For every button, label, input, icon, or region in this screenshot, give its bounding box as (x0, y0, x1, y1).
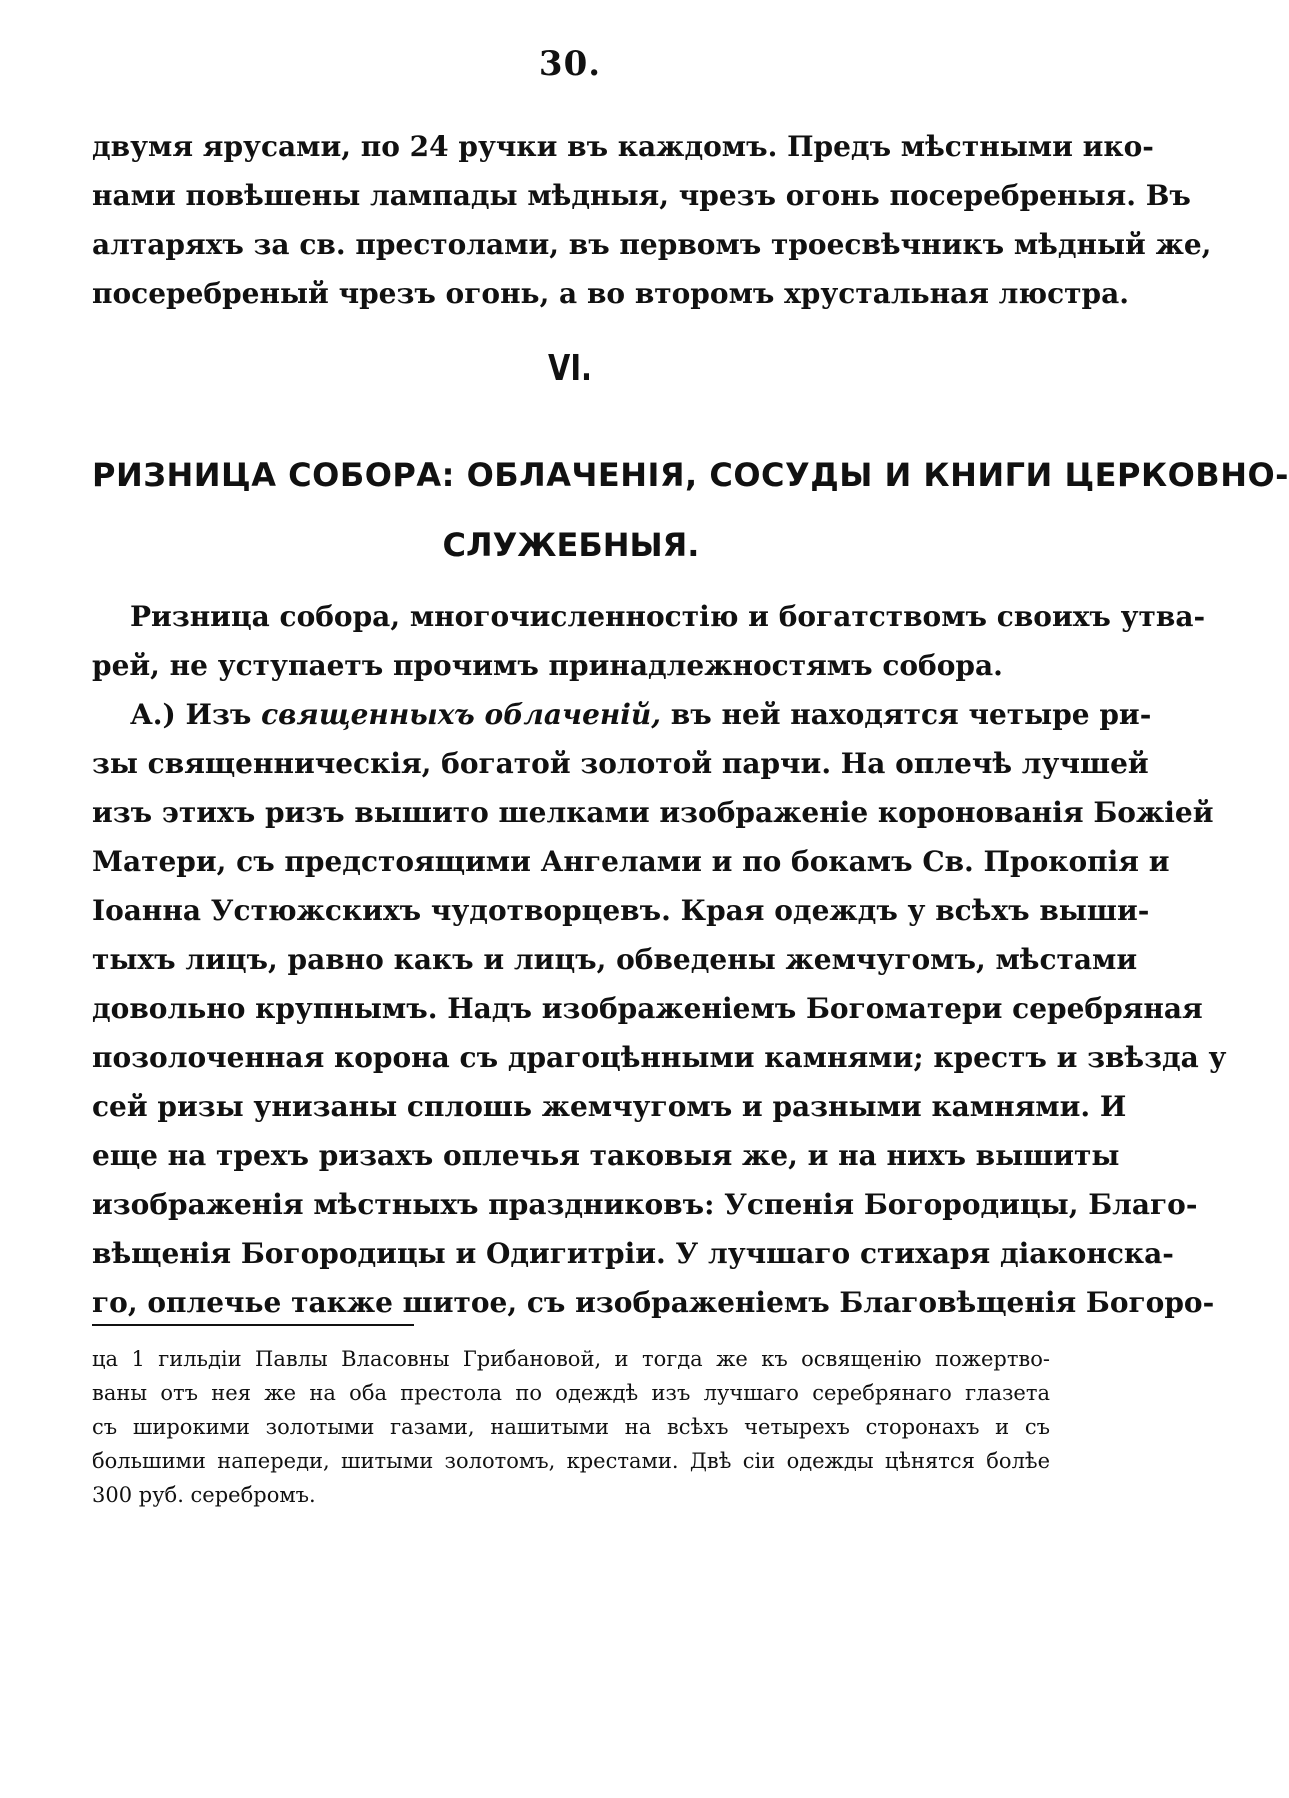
text-line: вѣщенія Богородицы и Одигитріи. У лучшаго стихаря діаконска- (92, 1237, 1174, 1270)
text-line: Іоанна Устюжскихъ чудотворцевъ. Края одеждъ у всѣхъ выши- (92, 894, 1150, 927)
text-line: изображенія мѣстныхъ праздниковъ: Успенія Богородицы, Благо- (92, 1188, 1198, 1221)
text-line: зы священническія, богатой золотой парчи. На оплечѣ лучшей (92, 747, 1149, 780)
text-line: Матери, съ предстоящими Ангелами и по бокамъ Св. Прокопія и (92, 845, 1170, 878)
section-number: VI. (548, 348, 592, 389)
text-line: тыхъ лицъ, равно какъ и лицъ, обведены жемчугомъ, мѣстами (92, 943, 1138, 976)
footnote-line: большими напереди, шитыми золотомъ, крестами. Двѣ сіи одежды цѣнятся болѣе (92, 1449, 1050, 1473)
section-heading (92, 440, 1289, 580)
text-line: го, оплечье также шитое, съ изображеніемъ Благовѣщенія Богоро- (92, 1286, 1215, 1319)
paragraph-sacristy-intro (92, 592, 1206, 690)
text-line (92, 690, 1152, 739)
text-line: нами повѣшены лампады мѣдныя, чрезъ огонь посеребреныя. Въ (92, 179, 1191, 212)
text-run: А.) Изъ (130, 698, 262, 731)
text-line: сей ризы унизаны сплошь жемчугомъ и разными камнями. И (92, 1090, 1127, 1123)
text-line: Ризница собора, многочисленностію и богатствомъ своихъ утва- (130, 600, 1206, 633)
section-heading-line: РИЗНИЦА СОБОРА: ОБЛАЧЕНІЯ, СОСУДЫ И КНИГИ ЦЕРКОВНО- (92, 456, 1289, 494)
emphasis-text: священныхъ облаченій, (261, 698, 662, 731)
text-line: еще на трехъ ризахъ оплечья таковыя же, и на нихъ вышиты (92, 1139, 1120, 1172)
footnote (92, 1342, 1050, 1512)
text-line: позолоченная корона съ драгоцѣнными камнями; крестъ и звѣзда у (92, 1041, 1227, 1074)
paragraph-vestments (92, 690, 1227, 1327)
text-line: изъ этихъ ризъ вышито шелками изображеніе коронованія Божіей (92, 796, 1214, 829)
section-heading-line: СЛУЖЕБНЫЯ. (442, 526, 700, 564)
text-line: рей, не уступаетъ прочимъ принадлежностямъ собора. (92, 649, 1003, 682)
footnote-line: ваны отъ нея же на оба престола по одеждѣ изъ лучшаго серебрянаго глазета (92, 1381, 1050, 1405)
footnote-divider (92, 1324, 414, 1326)
footnote-line: 300 руб. серебромъ. (92, 1483, 316, 1507)
text-line: довольно крупнымъ. Надъ изображеніемъ Богоматери серебряная (92, 992, 1203, 1025)
paragraph-lighting (92, 122, 1212, 318)
footnote-line: съ широкими золотыми газами, нашитыми на всѣхъ четырехъ сторонахъ и съ (92, 1415, 1050, 1439)
text-line: алтаряхъ за св. престолами, въ первомъ троесвѣчникъ мѣдный же, (92, 228, 1212, 261)
footnote-line: ца 1 гильдіи Павлы Власовны Грибановой, и тогда же къ освященію пожертво- (92, 1347, 1050, 1371)
page-number: 30. (538, 44, 602, 84)
text-line: посеребреный чрезъ огонь, а во второмъ хрустальная люстра. (92, 277, 1129, 310)
text-line: двумя ярусами, по 24 ручки въ каждомъ. Предъ мѣстными ико- (92, 130, 1154, 163)
text-run: въ ней находятся четыре ри- (661, 698, 1152, 731)
